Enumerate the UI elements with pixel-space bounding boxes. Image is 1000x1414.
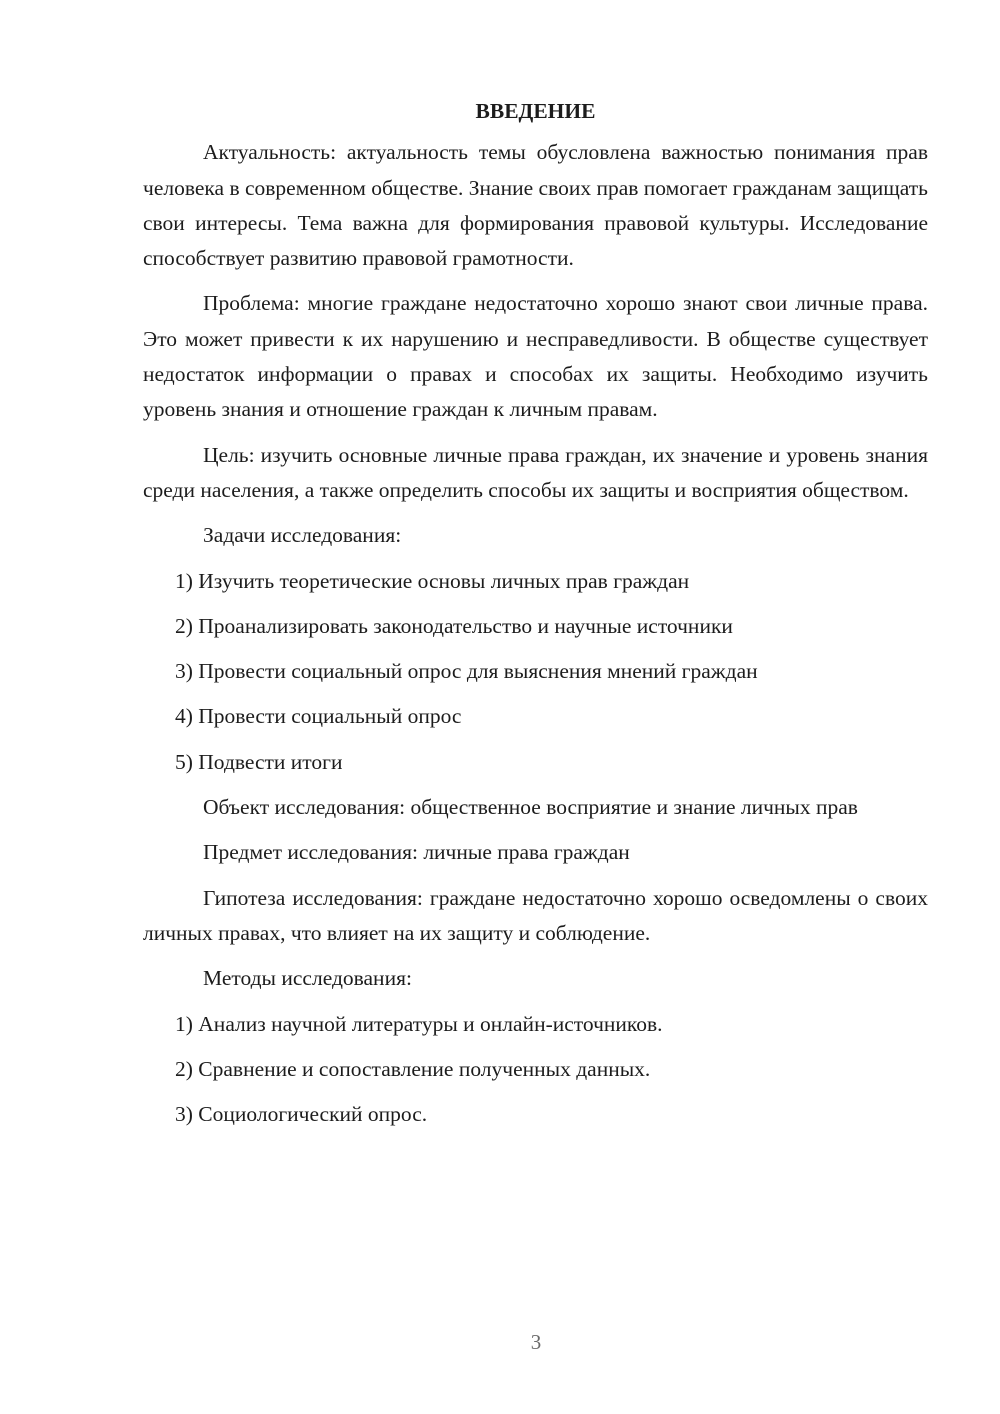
method-item: 3) Социологический опрос. — [175, 1102, 428, 1127]
methods-heading: Методы исследования: — [203, 966, 412, 991]
method-item: 2) Сравнение и сопоставление полученных данных. — [175, 1056, 651, 1081]
task-item: 4) Провести социальный опрос — [175, 704, 462, 729]
section-heading: ВВЕДЕНИЕ — [475, 99, 596, 123]
problem-paragraph: Проблема: многие граждане недостаточно хорошо знают свои личные права. Это может привести к их нарушению и несправедливости. В обществе существует недостаток информации о правах и способах их защиты. Необходимо изучить уровень знания и отношение граждан к личным правам. — [143, 291, 928, 422]
relevance-paragraph: Актуальность: актуальность темы обусловлена важностью понимания прав человека в современном обществе. Знание своих прав помогает гражданам защищать свои интересы. Тема важна для формирования правовой культуры. Исследование способствует развитию правовой грамотности. — [143, 140, 928, 271]
goal-paragraph: Цель: изучить основные личные права граждан, их значение и уровень знания среди населения, а также определить способы их защиты и восприятия обществом. — [143, 442, 928, 502]
task-item: 5) Подвести итоги — [175, 749, 343, 774]
object-paragraph: Объект исследования: общественное восприятие и знание личных прав — [203, 795, 858, 820]
task-item: 2) Проанализировать законодательство и научные источники — [175, 613, 733, 638]
tasks-heading: Задачи исследования: — [203, 523, 402, 548]
page-number: 3 — [530, 1330, 542, 1354]
subject-paragraph: Предмет исследования: личные права граждан — [203, 840, 630, 865]
method-item: 1) Анализ научной литературы и онлайн-источников. — [175, 1011, 663, 1036]
task-item: 3) Провести социальный опрос для выяснения мнений граждан — [175, 659, 758, 684]
page-content — [143, 94, 928, 1142]
hypothesis-paragraph: Гипотеза исследования: граждане недостаточно хорошо осведомлены о своих личных правах, что влияет на их защиту и соблюдение. — [143, 885, 928, 945]
task-item: 1) Изучить теоретические основы личных прав граждан — [175, 568, 690, 593]
